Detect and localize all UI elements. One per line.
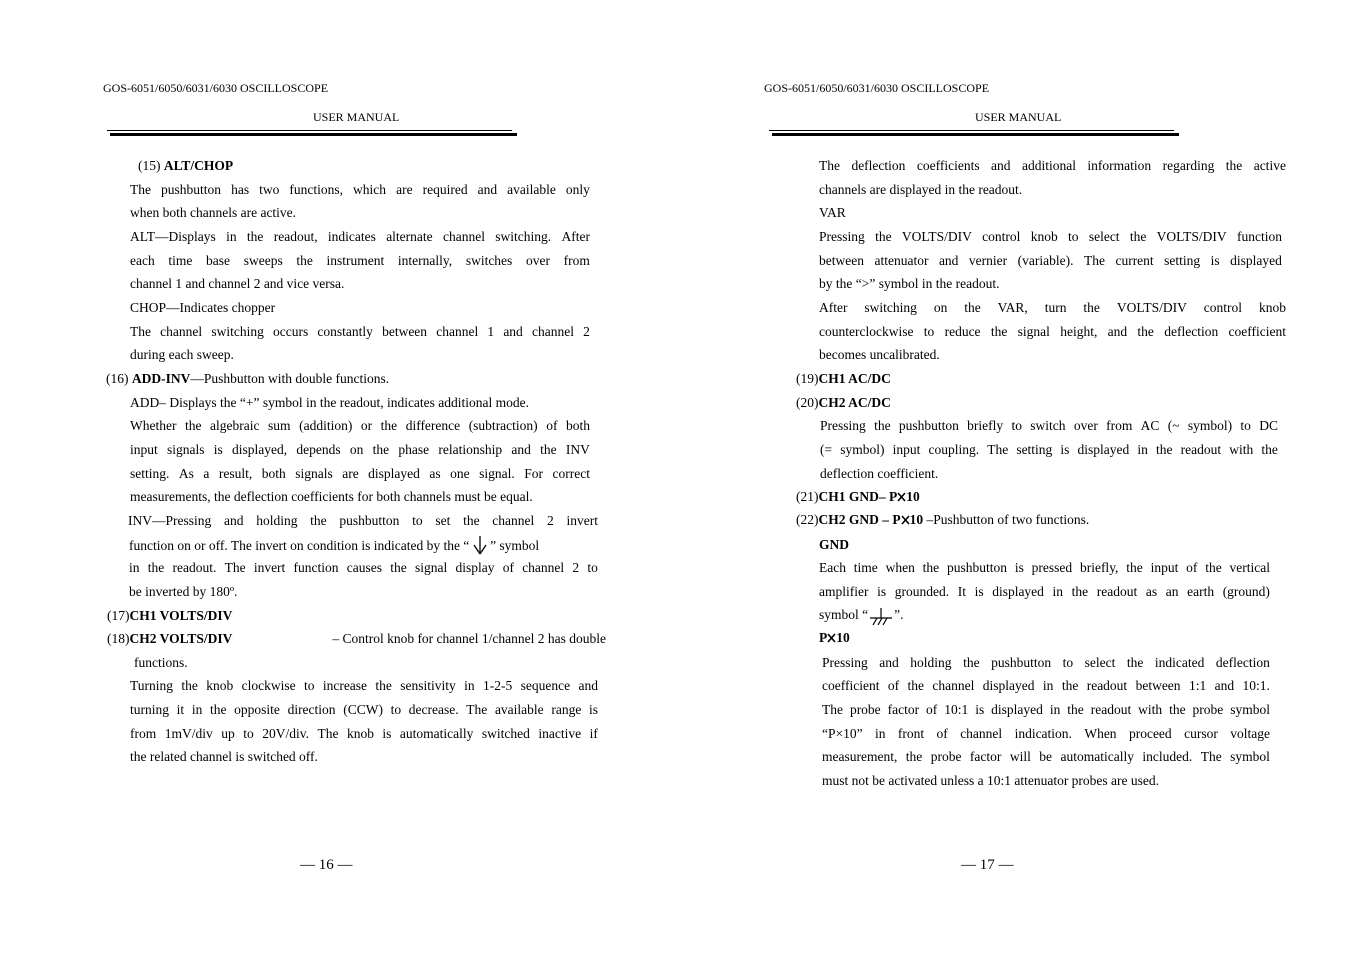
text-line: “P×10” in front of channel indication. When proceed cursor voltage (822, 726, 1270, 741)
text-line: INV—Pressing and holding the pushbutton to set the channel 2 invert (128, 513, 598, 528)
text-line: turning it in the opposite direction (CCW) to decrease. The available range is (130, 702, 598, 717)
text-line: in the readout. The invert function causes the signal display of channel 2 to (129, 560, 598, 575)
invert-arrow-icon (473, 536, 487, 556)
text-line: counterclockwise to reduce the signal height, and the deflection coefficient (819, 324, 1286, 339)
text-line: Pressing and holding the pushbutton to select the indicated deflection (822, 655, 1270, 670)
text-line-with-symbol: symbol “ ”. (819, 607, 904, 626)
ground-symbol-icon (868, 608, 894, 626)
text-line: setting. As a result, both signals are displayed as one signal. For correct (130, 466, 590, 481)
text-line: between attenuator and vernier (variable). The current setting is displayed (819, 253, 1282, 268)
item-18-heading: (18)CH2 VOLTS/DIV – Control knob for channel 1/channel 2 has double (107, 631, 606, 646)
text-line: channels are displayed in the readout. (819, 182, 1023, 197)
item-22-heading: (22)CH2 GND – P 10 –Pushbutton of two functions. (796, 512, 1090, 527)
item-17-heading: (17)CH1 VOLTS/DIV (107, 608, 233, 623)
text-line: ALT—Displays in the readout, indicates alternate channel switching. After (130, 229, 590, 244)
text-line: coefficient of the channel displayed in the readout between 1:1 and 10:1. (822, 678, 1270, 693)
text-line: After switching on the VAR, turn the VOLTS/DIV control knob (819, 300, 1286, 315)
multiply-icon (827, 633, 836, 643)
text-line: functions. (134, 655, 188, 670)
px10-subheading: P 10 (819, 630, 850, 645)
header-rule (107, 130, 517, 138)
page-number: — 16 — (300, 857, 353, 873)
text-line: measurement, the probe factor will be automatically included. The symbol (822, 749, 1270, 764)
text-line: The channel switching occurs constantly between channel 1 and channel 2 (130, 324, 590, 339)
page-number: — 17 — (961, 857, 1014, 873)
item-15-heading: (15) ALT/CHOP (138, 158, 234, 173)
text-line: Each time when the pushbutton is pressed briefly, the input of the vertical (819, 560, 1270, 575)
text-line: The pushbutton has two functions, which are required and available only (130, 182, 590, 197)
multiply-icon (897, 492, 906, 502)
text-line: Turning the knob clockwise to increase the sensitivity in 1-2-5 sequence and (130, 678, 598, 693)
text-line: Pressing the VOLTS/DIV control knob to select the VOLTS/DIV function (819, 229, 1282, 244)
header-title: GOS-6051/6050/6031/6030 OSCILLOSCOPE (764, 81, 990, 95)
text-line: amplifier is grounded. It is displayed in the readout as an earth (ground) (819, 584, 1270, 599)
item-20-heading: (20)CH2 AC/DC (796, 395, 891, 410)
text-line: VAR (819, 205, 846, 220)
text-line: by the “>” symbol in the readout. (819, 276, 1000, 291)
text-line: The probe factor of 10:1 is displayed in the readout with the probe symbol (822, 702, 1270, 717)
text-line: from 1mV/div up to 20V/div. The knob is automatically switched inactive if (130, 726, 598, 741)
text-line: becomes uncalibrated. (819, 347, 940, 362)
text-line: channel 1 and channel 2 and vice versa. (130, 276, 345, 291)
text-line: Whether the algebraic sum (addition) or the difference (subtraction) of both (130, 418, 590, 433)
text-line: ADD– Displays the “+” symbol in the readout, indicates additional mode. (130, 395, 530, 410)
header-subtitle: USER MANUAL (975, 110, 1062, 124)
item-21-heading: (21)CH1 GND– P 10 (796, 489, 920, 504)
header-title: GOS-6051/6050/6031/6030 OSCILLOSCOPE (103, 81, 329, 95)
text-line: (= symbol) input coupling. The setting is displayed in the readout with the (820, 442, 1278, 457)
multiply-icon (901, 515, 910, 525)
header-rule (769, 130, 1179, 138)
text-line: measurements, the deflection coefficients for both channels must be equal. (130, 489, 533, 504)
text-line: when both channels are active. (130, 205, 297, 220)
text-line: Pressing the pushbutton briefly to switch over from AC (~ symbol) to DC (820, 418, 1278, 433)
text-line: deflection coefficient. (820, 466, 939, 481)
text-line: the related channel is switched off. (130, 749, 318, 764)
text-line: CHOP—Indicates chopper (130, 300, 276, 315)
right-page (676, 0, 1351, 954)
text-line: be inverted by 180º. (129, 584, 238, 599)
text-line: each time base sweeps the instrument internally, switches over from (130, 253, 590, 268)
text-line: input signals is displayed, depends on the phase relationship and the INV (130, 442, 590, 457)
item-16-heading: (16) ADD-INV—Pushbutton with double functions. (106, 371, 390, 386)
item-19-heading: (19)CH1 AC/DC (796, 371, 891, 386)
text-line-with-symbol: function on or off. The invert on condition is indicated by the “ ” symbol (129, 536, 539, 556)
gnd-subheading: GND (819, 537, 849, 552)
header-subtitle: USER MANUAL (313, 110, 400, 124)
text-line: The deflection coefficients and additional information regarding the active (819, 158, 1286, 173)
text-line: during each sweep. (130, 347, 234, 362)
text-line: must not be activated unless a 10:1 attenuator probes are used. (822, 773, 1160, 788)
